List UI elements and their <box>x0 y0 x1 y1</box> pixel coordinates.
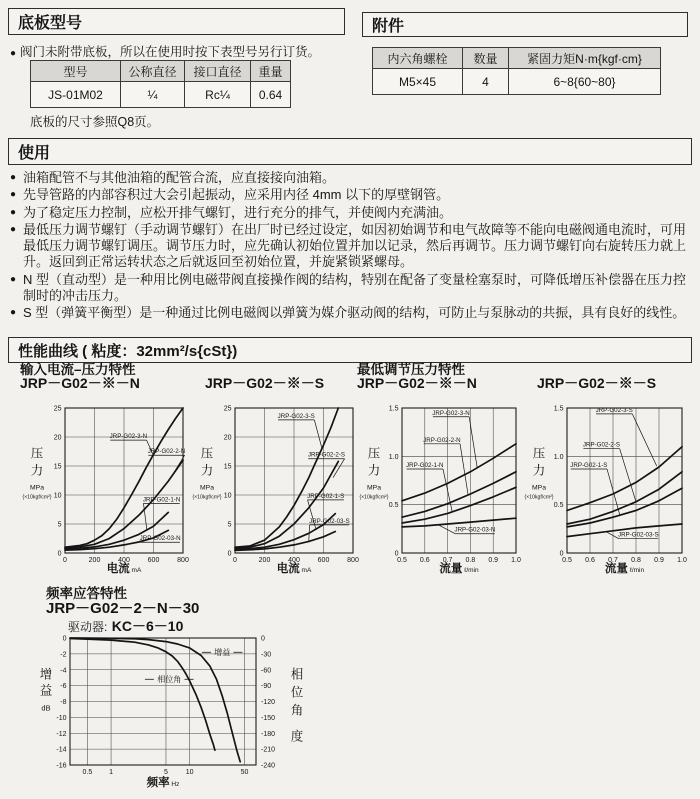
svg-text:10: 10 <box>185 769 194 776</box>
base-plate-note-text: 阀门未附带底板，所以在使用时按下表型号另行订货。 <box>20 45 321 59</box>
svg-text:20: 20 <box>53 434 62 442</box>
chart-canvas <box>35 630 345 799</box>
svg-text:1.5: 1.5 <box>553 405 564 413</box>
svg-text:25: 25 <box>53 405 62 413</box>
svg-text:JRP-G02-2-N: JRP-G02-2-N <box>423 436 461 444</box>
svg-text:力: 力 <box>367 463 381 478</box>
bullet-dot: ● <box>10 172 17 183</box>
svg-text:{×10kgf/cm²}: {×10kgf/cm²} <box>359 494 389 501</box>
table-header-cell: 紧固力矩N·m{kgf·cm} <box>509 48 661 69</box>
min-pressure-chart-n <box>357 400 535 587</box>
usage-bullet <box>10 170 692 186</box>
section-title-accessories <box>362 12 688 37</box>
svg-text:JRP-G02-3-N: JRP-G02-3-N <box>432 409 470 417</box>
svg-text:JRP-G02-1-S: JRP-G02-1-S <box>307 492 345 500</box>
chart3-title: 最低调节压力特性 <box>357 362 465 377</box>
section-title-base-plate <box>8 8 345 35</box>
svg-text:JRP-G02-03-N: JRP-G02-03-N <box>454 526 496 534</box>
usage-bullet <box>10 305 692 321</box>
svg-text:-14: -14 <box>56 746 67 754</box>
svg-text:{×10kgf/cm²}: {×10kgf/cm²} <box>22 494 52 501</box>
svg-text:JRP-G02-2-S: JRP-G02-2-S <box>307 451 346 459</box>
section-title-performance-label: 性能曲线 ( 粘度：32mm²/s{cSt}) <box>18 342 238 360</box>
bullet-text: 先导管路的内部容积过大会引起振动，应采用内径 4mm 以下的厚壁钢管。 <box>23 187 450 203</box>
svg-text:0: 0 <box>233 557 237 564</box>
table-cell: Rc¼ <box>185 82 251 108</box>
svg-text:600: 600 <box>147 557 160 564</box>
table-header-cell: 公称直径 <box>121 61 185 82</box>
bullet-dot: ● <box>10 307 17 318</box>
svg-text:-16: -16 <box>56 762 67 770</box>
svg-text:0: 0 <box>57 550 62 558</box>
chart1-title: 输入电流–压力特性 <box>20 362 136 377</box>
svg-text:JRP-G02-3-N: JRP-G02-3-N <box>109 433 148 441</box>
svg-text:25: 25 <box>223 405 232 413</box>
svg-text:0.8: 0.8 <box>465 557 476 564</box>
svg-text:-120: -120 <box>261 699 276 706</box>
table-cell: JS-01M02 <box>31 82 121 108</box>
svg-text:200: 200 <box>258 557 271 564</box>
bullet-dot: ● <box>10 206 17 218</box>
driver-value: KC－6－10 <box>111 618 184 634</box>
svg-text:JRP-G02-03-S: JRP-G02-03-S <box>618 531 659 539</box>
svg-text:10: 10 <box>53 492 62 500</box>
table-header-cell: 数量 <box>463 48 509 69</box>
section-title-usage-label: 使用 <box>18 145 51 162</box>
svg-text:0: 0 <box>559 550 564 558</box>
svg-text:400: 400 <box>118 557 130 564</box>
svg-text:JRP-G02-03-S: JRP-G02-03-S <box>309 517 350 525</box>
svg-text:JRP-G02-3-S: JRP-G02-3-S <box>277 412 315 420</box>
svg-text:0.7: 0.7 <box>608 557 618 564</box>
svg-text:MPa: MPa <box>367 484 381 492</box>
svg-text:-8: -8 <box>60 699 67 706</box>
svg-text:力: 力 <box>532 463 546 478</box>
svg-text:压: 压 <box>532 446 546 461</box>
svg-text:MPa: MPa <box>200 484 214 492</box>
bullet-text: N 型（直动型）是一种用比例电磁带阀直接操作阀的结构，特别在配备了变量栓塞泵时，可降低增压补偿器在压力控制时的冲击压力。 <box>23 271 687 303</box>
svg-text:频率 Hz: 频率 Hz <box>146 777 180 789</box>
usage-bullet <box>10 272 692 305</box>
svg-text:压: 压 <box>30 446 44 461</box>
svg-text:0: 0 <box>261 635 265 643</box>
bullet-text: 最低压力调节螺钉（手动调节螺钉）在出厂时已经过设定，如因初始调节和电气故障等不能向电磁阀通电流时，可用最低压力调节螺钉调压。调节压力时，应先确认初始位置并加以记录，然后再调节。压力调节螺钉向右旋转压力就上升。返回到正常运转状态之后就返回至初始位置，并旋紧锁紧螺母。 <box>23 221 687 270</box>
svg-text:增益: 增益 <box>214 648 231 658</box>
svg-text:1: 1 <box>109 769 114 776</box>
table-header-cell: 接口直径 <box>185 61 251 82</box>
bullet-dot: ● <box>10 273 17 285</box>
svg-text:度: 度 <box>290 729 304 744</box>
svg-text:0: 0 <box>394 550 399 558</box>
svg-text:流量 ℓ/min: 流量 ℓ/min <box>604 563 645 575</box>
svg-text:JRP-G02-1-N: JRP-G02-1-N <box>142 496 181 504</box>
svg-text:15: 15 <box>223 463 232 471</box>
chart1-subtitle: JRP－G02－※－N <box>20 375 140 391</box>
svg-text:力: 力 <box>30 463 44 478</box>
svg-text:5: 5 <box>227 521 232 529</box>
svg-text:{×10kgf/cm²}: {×10kgf/cm²} <box>524 494 554 501</box>
driver-label: 驱动器: <box>68 620 108 634</box>
base-plate-note <box>10 42 320 60</box>
svg-text:0.5: 0.5 <box>562 557 572 564</box>
usage-bullet-list <box>10 170 692 322</box>
table-cell: 4 <box>463 69 509 95</box>
svg-text:1.0: 1.0 <box>677 557 687 564</box>
chart-canvas <box>522 400 700 582</box>
bullet-dot: ● <box>10 48 17 59</box>
svg-text:-150: -150 <box>261 714 276 722</box>
svg-text:JRP-G02-1-N: JRP-G02-1-N <box>406 461 444 469</box>
svg-text:1.0: 1.0 <box>388 453 399 461</box>
svg-text:0.5: 0.5 <box>388 502 399 510</box>
svg-text:15: 15 <box>53 463 62 471</box>
table-cell: 0.64 <box>251 82 291 108</box>
svg-text:增: 增 <box>39 667 53 682</box>
svg-text:-180: -180 <box>261 730 276 738</box>
svg-text:-10: -10 <box>56 714 67 722</box>
svg-text:20: 20 <box>223 434 232 442</box>
svg-text:0.5: 0.5 <box>397 557 407 564</box>
svg-text:-2: -2 <box>60 651 67 659</box>
svg-text:600: 600 <box>317 557 330 564</box>
svg-text:1.0: 1.0 <box>511 557 521 564</box>
svg-text:0.5: 0.5 <box>82 769 93 776</box>
svg-text:800: 800 <box>177 557 189 564</box>
svg-text:0.9: 0.9 <box>488 557 499 564</box>
svg-text:相: 相 <box>290 667 304 682</box>
svg-text:电流 mA: 电流 mA <box>276 563 312 575</box>
svg-text:dB: dB <box>41 703 51 713</box>
usage-bullet <box>10 222 692 271</box>
svg-text:1.0: 1.0 <box>553 453 564 461</box>
svg-text:压: 压 <box>367 446 381 461</box>
table-cell: M5×45 <box>373 69 463 95</box>
svg-text:0.6: 0.6 <box>419 557 430 564</box>
bullet-text: 油箱配管不与其他油箱的配管合流，应直接接向油箱。 <box>23 170 336 185</box>
svg-text:200: 200 <box>88 557 101 564</box>
svg-text:-12: -12 <box>56 730 67 738</box>
table-header-cell: 内六角螺栓 <box>373 48 463 69</box>
chart-canvas <box>357 400 535 582</box>
bullet-text: 为了稳定压力控制，应松开排气螺钉，进行充分的排气，并使阀内充满油。 <box>23 204 453 220</box>
table-cell: 6~8{60~80} <box>509 69 661 95</box>
svg-text:0.6: 0.6 <box>585 557 595 564</box>
svg-text:MPa: MPa <box>30 484 44 492</box>
svg-text:-30: -30 <box>261 651 272 659</box>
svg-text:角: 角 <box>290 703 304 718</box>
svg-text:压: 压 <box>200 446 214 461</box>
base-plate-footnote: 底板的尺寸参照Q8页。 <box>30 115 160 129</box>
svg-text:相位角: 相位角 <box>157 675 182 685</box>
svg-text:50: 50 <box>240 769 249 776</box>
section-title-base-plate-label: 底板型号 <box>18 15 83 32</box>
accessories-table <box>372 47 661 95</box>
table-row <box>373 69 661 95</box>
svg-text:-60: -60 <box>261 667 272 675</box>
table-cell: ¼ <box>121 82 185 108</box>
svg-text:{×10kgf/cm²}: {×10kgf/cm²} <box>192 494 222 501</box>
svg-text:5: 5 <box>57 521 62 529</box>
svg-text:800: 800 <box>347 557 359 564</box>
min-pressure-chart-s <box>522 400 700 587</box>
base-plate-table <box>30 60 291 108</box>
svg-text:JRP-G02-2-S: JRP-G02-2-S <box>582 441 621 449</box>
svg-text:JRP-G02-2-N: JRP-G02-2-N <box>147 448 186 456</box>
chart2-subtitle: JRP－G02－※－S <box>205 375 325 391</box>
svg-text:10: 10 <box>223 492 232 500</box>
freq-chart-subtitle: JRP－G02－2－N－30 <box>46 600 200 617</box>
usage-bullet <box>10 187 692 203</box>
svg-text:力: 力 <box>200 463 214 478</box>
svg-text:电流 mA: 电流 mA <box>106 563 142 575</box>
table-header-cell: 型号 <box>31 61 121 82</box>
svg-text:0.9: 0.9 <box>654 557 664 564</box>
svg-text:0: 0 <box>227 550 232 558</box>
svg-text:-240: -240 <box>261 762 276 770</box>
bullet-dot: ● <box>10 223 17 235</box>
svg-text:0.7: 0.7 <box>442 557 453 564</box>
bullet-dot: ● <box>10 189 17 201</box>
svg-text:JRP-G02-1-S: JRP-G02-1-S <box>570 461 608 469</box>
table-header-cell: 重量 <box>251 61 291 82</box>
chart4-subtitle: JRP－G02－※－S <box>537 375 657 391</box>
svg-text:400: 400 <box>288 557 300 564</box>
section-title-usage <box>8 138 692 165</box>
svg-text:益: 益 <box>39 683 53 698</box>
frequency-response-chart <box>35 630 345 799</box>
svg-text:JRP-G02-3-S: JRP-G02-3-S <box>595 406 633 414</box>
svg-text:1.5: 1.5 <box>388 405 399 413</box>
svg-text:0.8: 0.8 <box>631 557 641 564</box>
svg-text:5: 5 <box>164 769 168 776</box>
svg-text:0: 0 <box>62 635 67 643</box>
svg-text:-210: -210 <box>261 746 276 754</box>
bullet-text: S 型（弹簧平衡型）是一种通过比例电磁阀以弹簧为媒介驱动阀的结构，可防止与泵脉动的共振，具有良好的线性。 <box>23 305 686 320</box>
svg-text:-6: -6 <box>60 683 67 691</box>
section-title-accessories-label: 附件 <box>372 18 405 35</box>
svg-text:0.5: 0.5 <box>553 502 564 510</box>
svg-text:0: 0 <box>63 557 67 564</box>
svg-text:位: 位 <box>290 685 304 700</box>
usage-bullet <box>10 205 692 221</box>
table-row <box>31 82 291 108</box>
chart3-subtitle: JRP－G02－※－N <box>357 375 477 391</box>
svg-text:-90: -90 <box>261 683 272 691</box>
svg-text:流量 ℓ/min: 流量 ℓ/min <box>439 563 479 575</box>
svg-text:JRP-G02-03-N: JRP-G02-03-N <box>139 535 181 543</box>
svg-text:MPa: MPa <box>532 484 546 492</box>
freq-chart-title: 频率应答特性 <box>46 586 127 601</box>
svg-text:-4: -4 <box>60 667 67 675</box>
